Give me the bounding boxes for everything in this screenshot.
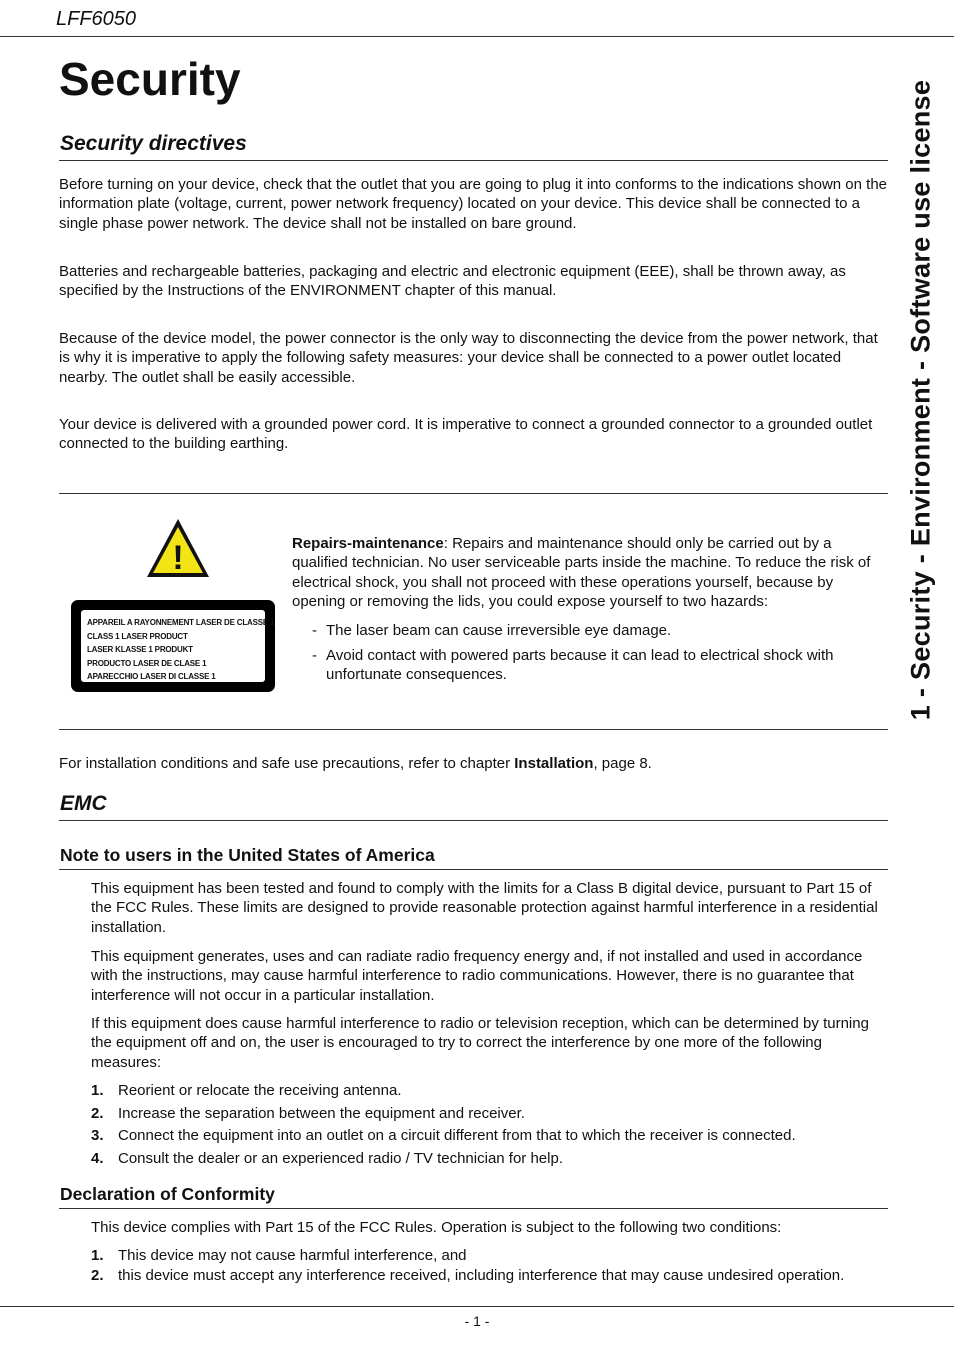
paragraph: Before turning on your device, check that the outlet that you are going to plug it into conforms to the indications shown on the information plate (voltage, current, power network frequency) located on your device. This device shall be connected to a single phase power network. The device shall not be installed on bare ground. bbox=[59, 176, 888, 232]
security-directives-heading: Security directives bbox=[60, 132, 247, 155]
header-rule bbox=[0, 36, 954, 37]
paragraph: Your device is delivered with a grounded power cord. It is imperative to connect a grounded connector to a grounded outlet connected to the building earthing. bbox=[59, 416, 873, 453]
laser-label-line: CLASS 1 LASER PRODUCT bbox=[87, 631, 188, 641]
footer-rule bbox=[0, 1306, 954, 1307]
warning-triangle-icon bbox=[145, 517, 211, 579]
laser-class-label bbox=[71, 600, 275, 692]
document-model: LFF6050 bbox=[56, 8, 137, 30]
laser-label-line: APPAREIL A RAYONNEMENT LASER DE CLASSE 1 bbox=[87, 618, 275, 627]
conformity-heading: Declaration of Conformity bbox=[60, 1184, 275, 1204]
paragraph: This equipment has been tested and found to comply with the limits for a Class B digital device, pursuant to Part 15 of the FCC Rules. These limits are designed to provide reasonable protection against harmful interference in a residential installation. bbox=[91, 880, 878, 936]
subsection-rule bbox=[59, 869, 888, 870]
installation-reference: For installation conditions and safe use precautions, refer to chapter Installation, page 8. bbox=[59, 755, 652, 772]
paragraph: This equipment generates, uses and can radiate radio frequency energy and, if not installed and used in accordance with the instructions, may cause harmful interference to radio communications. However, there is no guarantee that interference will not occur in a particular installation. bbox=[91, 948, 863, 1004]
subsection-rule bbox=[59, 1208, 888, 1209]
box-bottom-rule bbox=[59, 729, 888, 730]
emc-heading: EMC bbox=[60, 792, 107, 815]
repairs-text: : Repairs and maintenance should only be carried out by a qualified technician. No user serviceable parts inside the machine. To reduce the risk of electrical shock, you shall not proceed with these operations yourself, because by opening or removing the lids, you could expose yourself to two hazards: bbox=[292, 535, 871, 610]
section-rule bbox=[59, 160, 888, 161]
box-top-rule bbox=[59, 493, 888, 494]
paragraph: Batteries and rechargeable batteries, packaging and electric and electronic equipment (EEE), shall be thrown away, as specified by the Instructions of the ENVIRONMENT chapter of this manual. bbox=[59, 263, 846, 300]
page-title: Security bbox=[59, 53, 241, 105]
page-number: - 1 - bbox=[464, 1313, 490, 1329]
repairs-paragraph bbox=[292, 534, 886, 611]
list-item-text: Avoid contact with powered parts because it can lead to electrical shock with unfortunate consequences. bbox=[326, 647, 834, 684]
paragraph: If this equipment does cause harmful interference to radio or television reception, which can be determined by turning the equipment off and on, the user is encouraged to try to correct the interference by one more of the following measures: bbox=[91, 1015, 869, 1071]
list-item-text: The laser beam can cause irreversible eye damage. bbox=[326, 622, 672, 639]
repairs-title: Repairs-maintenance bbox=[292, 535, 444, 552]
paragraph: This device complies with Part 15 of the FCC Rules. Operation is subject to the following two conditions: bbox=[91, 1219, 782, 1236]
section-rule bbox=[59, 820, 888, 821]
chapter-sidebar-label: 1 - Security - Environment - Software use license bbox=[905, 79, 936, 721]
usa-note-heading: Note to users in the United States of America bbox=[60, 845, 435, 865]
laser-label-line: LASER KLASSE 1 PRODUKT bbox=[87, 645, 193, 655]
warning-glyph: ! bbox=[172, 539, 184, 577]
laser-label-line: PRODUCTO LASER DE CLASE 1 bbox=[87, 658, 207, 668]
laser-label-line: APARECCHIO LASER DI CLASSE 1 bbox=[87, 672, 216, 682]
paragraph: Because of the device model, the power connector is the only way to disconnecting the device from the power network, that is why it is imperative to apply the following safety measures: your device shall be connected to a power outlet located nearby. The outlet shall be easily accessible. bbox=[59, 330, 878, 386]
installation-link[interactable]: Installation bbox=[514, 755, 594, 772]
chapter-sidebar bbox=[896, 60, 946, 740]
